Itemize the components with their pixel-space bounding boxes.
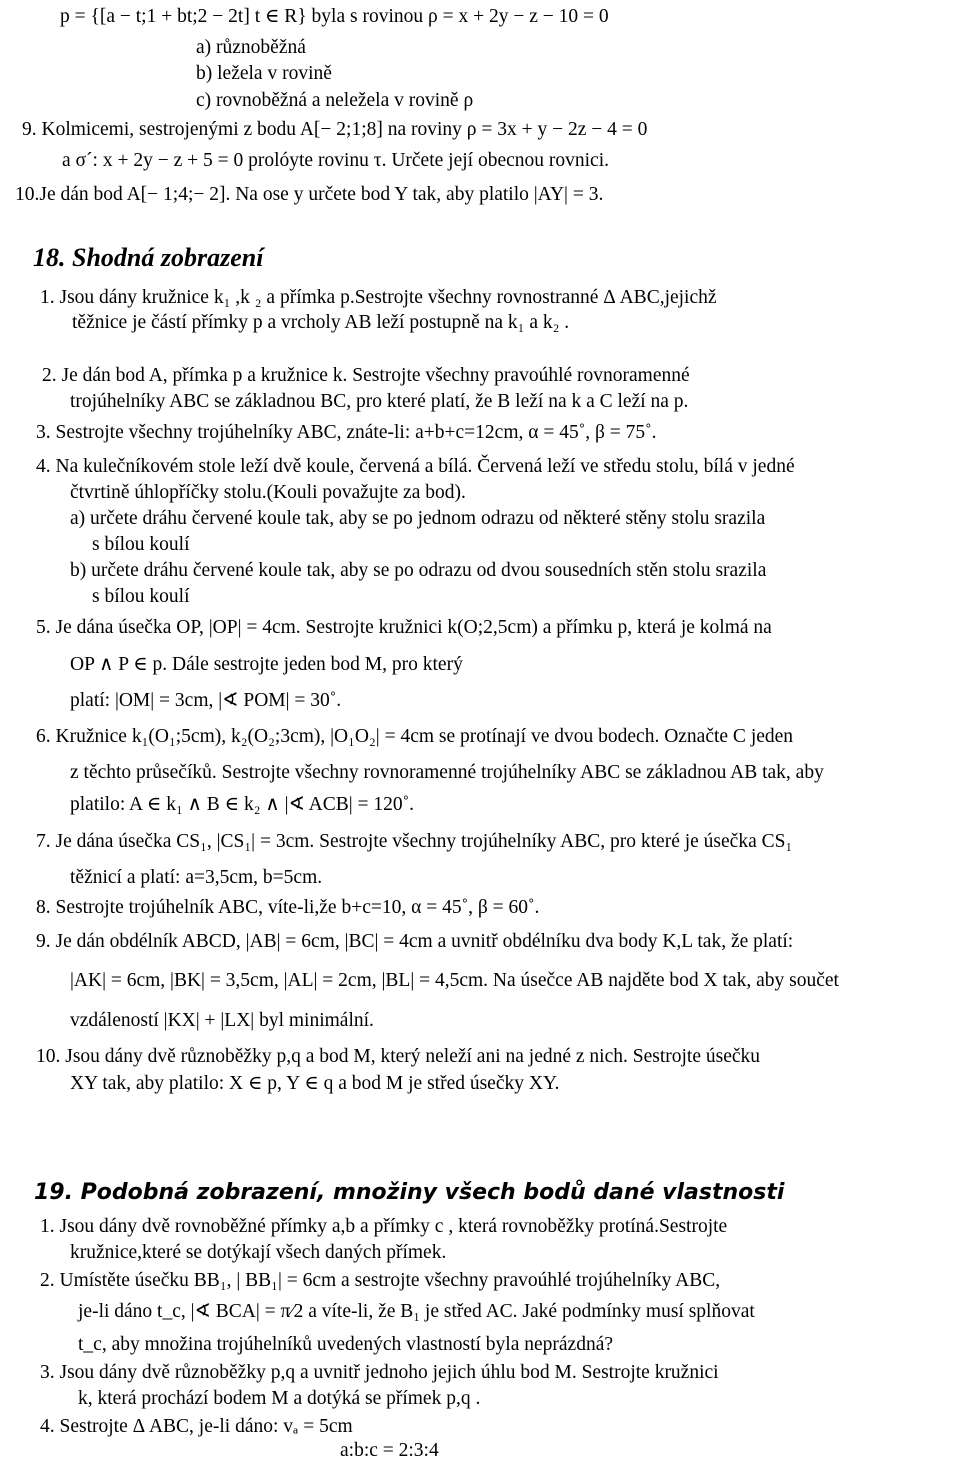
s18-line-13: OP ∧ P ∈ p. Dále sestrojte jeden bod M, pro který — [70, 654, 463, 675]
option-b: b) ležela v rovině — [196, 63, 332, 84]
option-c: c) rovnoběžná a neležela v rovině ρ — [196, 90, 474, 111]
s18-line-6: 4. Na kulečníkovém stole leží dvě koule, červená a bílá. Červená leží ve středu stolu, bílá v jedné — [36, 456, 795, 477]
s18-line-7: čtvrtině úhlopříčky stolu.(Kouli považujte za bod). — [70, 482, 466, 503]
s18-line-24: 10. Jsou dány dvě různoběžky p,q a bod M, který neleží ani na jedné z nich. Sestrojte úsečku — [36, 1046, 761, 1067]
s18-line-14: platí: |OM| = 3cm, |∢ POM| = 30˚. — [70, 690, 342, 711]
s18-line-10: b) určete dráhu červené koule tak, aby se po odrazu od dvou sousedních stěn stolu srazila — [70, 560, 767, 581]
section-18-heading: 18. Shodná zobrazení — [33, 243, 264, 272]
task-9-cont: a σ´: x + 2y − z + 5 = 0 prolóyte rovinu τ. Určete její obecnou rovnici. — [62, 150, 609, 171]
line-intro: p = {[a − t;1 + bt;2 − 2t] t ∈ R} byla s rovinou ρ = x + 2y − z − 10 = 0 — [60, 6, 609, 27]
s19-line-5: t_c, aby množina trojúhelníků uvedených vlastností byla neprázdná? — [78, 1334, 614, 1355]
s18-line-16: z těchto průsečíků. Sestrojte všechny rovnoramenné trojúhelníky ABC se základnou AB tak, aby — [70, 762, 824, 783]
s19-line-4: je-li dáno t_c, |∢ BCA| = π⁄2 a víte-li, že B₁ je střed AC. Jaké podmínky musí splňovat — [78, 1301, 755, 1322]
s19-line-3: 2. Umístěte úsečku BB₁, | BB₁| = 6cm a sestrojte všechny pravoúhlé trojúhelníky ABC, — [40, 1270, 721, 1291]
s19-line-6: 3. Jsou dány dvě různoběžky p,q a uvnitř jednoho jejich úhlu bod M. Sestrojte kružnici — [40, 1362, 719, 1383]
s18-line-21: 9. Je dán obdélník ABCD, |AB| = 6cm, |BC| = 4cm a uvnitř obdélníku dva body K,L tak, že platí: — [36, 931, 794, 952]
s18-line-17: platilo: A ∈ k₁ ∧ B ∈ k₂ ∧ |∢ ACB| = 120˚. — [70, 794, 414, 815]
s18-line-2: těžnice je částí přímky p a vrcholy AB leží postupně na k₁ a k₂ . — [72, 312, 570, 333]
s19-line-2: kružnice,které se dotýkají všech daných přímek. — [70, 1242, 447, 1263]
s18-line-11: s bílou koulí — [92, 586, 190, 607]
s19-line-1: 1. Jsou dány dvě rovnoběžné přímky a,b a přímky c , která rovnoběžky protíná.Sestrojte — [40, 1216, 728, 1237]
task-10: 10.Je dán bod A[− 1;4;− 2]. Na ose y určete bod Y tak, aby platilo |AY| = 3. — [15, 184, 604, 205]
s18-line-20: 8. Sestrojte trojúhelník ABC, víte-li,že b+c=10, α = 45˚, β = 60˚. — [36, 897, 540, 918]
s18-line-4: trojúhelníky ABC se základnou BC, pro které platí, že B leží na k a C leží na p. — [70, 391, 689, 412]
s18-line-19: těžnicí a platí: a=3,5cm, b=5cm. — [70, 867, 323, 888]
s18-line-18: 7. Je dána úsečka CS₁, |CS₁| = 3cm. Sestrojte všechny trojúhelníky ABC, pro které je úsečka CS₁ — [36, 831, 793, 852]
task-9: 9. Kolmicemi, sestrojenými z bodu A[− 2;1;8] na roviny ρ = 3x + y − 2z − 4 = 0 — [22, 119, 648, 140]
s18-line-15: 6. Kružnice k₁(O₁;5cm), k₂(O₂;3cm), |O₁O₂| = 4cm se protínají ve dvou bodech. Označte C jeden — [36, 726, 794, 747]
s18-line-1: 1. Jsou dány kružnice k₁ ,k ₂ a přímka p.Sestrojte všechny rovnostranné Δ ABC,jejichž — [40, 287, 717, 308]
s18-line-23: vzdáleností |KX| + |LX| byl minimální. — [70, 1010, 374, 1031]
s18-line-12: 5. Je dána úsečka OP, |OP| = 4cm. Sestrojte kružnici k(O;2,5cm) a přímku p, která je kolmá na — [36, 617, 772, 638]
s18-line-3: 2. Je dán bod A, přímka p a kružnice k. Sestrojte všechny pravoúhlé rovnoramenné — [42, 365, 690, 386]
option-a: a) různoběžná — [196, 37, 306, 58]
s18-line-5: 3. Sestrojte všechny trojúhelníky ABC, znáte-li: a+b+c=12cm, α = 45˚, β = 75˚. — [36, 422, 657, 443]
section-19-heading: 19. Podobná zobrazení, množiny všech bodů dané vlastnosti — [34, 1180, 785, 1205]
s18-line-22: |AK| = 6cm, |BK| = 3,5cm, |AL| = 2cm, |BL| = 4,5cm. Na úsečce AB najděte bod X tak, aby součet — [70, 970, 839, 991]
s18-line-25: XY tak, aby platilo: X ∈ p, Y ∈ q a bod M je střed úsečky XY. — [70, 1073, 560, 1094]
s19-line-7: k, která prochází bodem M a dotýká se přímek p,q . — [78, 1388, 481, 1409]
s19-line-8: 4. Sestrojte Δ ABC, je-li dáno: vₐ = 5cm — [40, 1416, 353, 1437]
s19-line-9: a:b:c = 2:3:4 — [340, 1440, 439, 1461]
s18-line-9: s bílou koulí — [92, 534, 190, 555]
s18-line-8: a) určete dráhu červené koule tak, aby se po jednom odrazu od některé stěny stolu srazila — [70, 508, 766, 529]
